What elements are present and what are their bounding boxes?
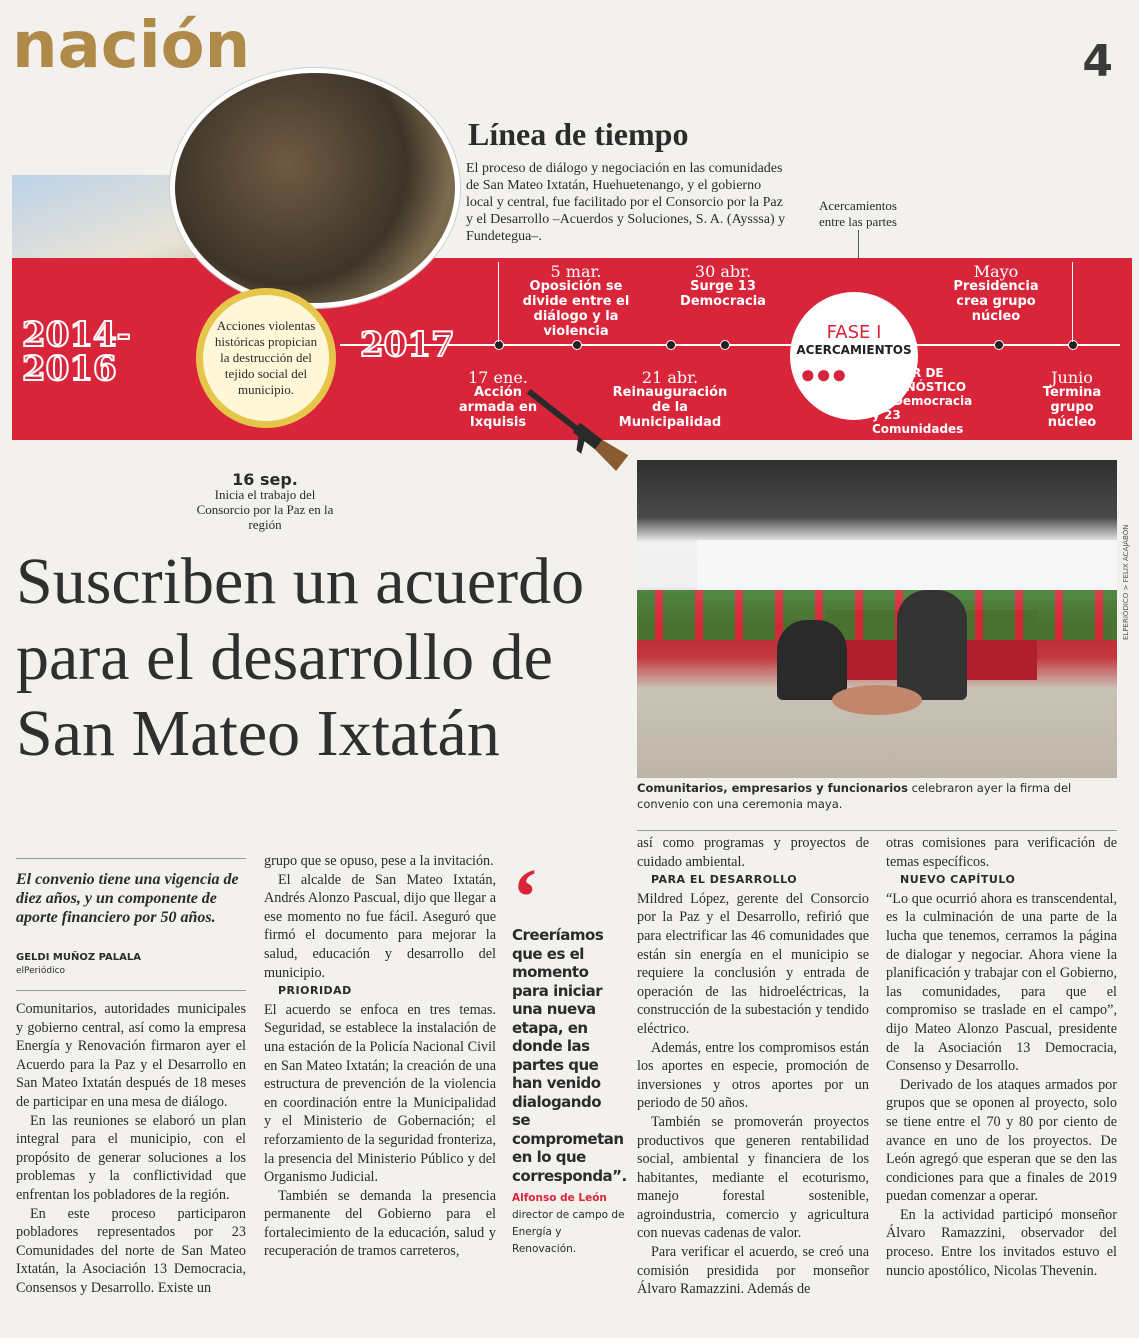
event-mayo [936,264,1056,324]
subhead-capitulo: NUEVO CAPÍTULO [900,873,1016,887]
quote-author: Alfonso de León [512,1192,607,1204]
caption-bold: Comunitarios, empresarios y funcionarios [637,781,908,795]
column-4 [886,834,1117,1280]
people-icon: ●●● [800,360,848,389]
timeline-dot [994,340,1004,350]
year-range-end: 2016 [22,349,117,389]
column-3 [637,834,869,1299]
photo-flowers [637,590,1117,640]
headline: Suscriben un acuerdo para el desarrollo de San Mateo Ixtatán [16,545,585,770]
event-date: Mayo [973,262,1019,281]
timeline-dot [1068,340,1078,350]
timeline-dot [572,340,582,350]
photo-offering [832,685,922,715]
column-2 [264,852,496,1261]
event-text: Oposición se divide entre el diálogo y la violencia [522,279,630,339]
event-date: Junio [1051,368,1093,387]
timeline-dot [720,340,730,350]
ruins-photo [170,68,460,308]
event-text: Inicia el trabajo del Consorcio por la Paz en la región [196,487,334,532]
event-date: 21 abr. [641,368,699,387]
event-junio [1024,370,1120,430]
section-title: nación [12,9,251,83]
paragraph: El acuerdo se enfoca en tres temas. Seguridad, se establece la instalación de una estación de la Policía Nacional Civil en San Mateo Ixtatán; la creación de una estructura de prevención de la violencia en coordinación entre la Municipalidad y el Ministerio de Gobernación; el reforzamiento de la seguridad fronteriza, la presencia del Ministerio Público y del Organismo Judicial. [264,1001,496,1186]
photo-person [897,590,967,700]
event-date: 30 abr. [694,262,752,281]
paragraph: otras comisiones para verificación de temas específicos. [886,835,1117,870]
paragraph: Además, entre los compromisos están los aportes en especie, promoción de inversiones y otros aportes por un periodo de 50 años. [637,1039,869,1112]
event-text: Surge 13 Democracia [680,279,766,309]
event-text: Termina grupo núcleo [1042,385,1102,430]
event-date: 5 mar. [550,262,602,281]
fase-label: FASE I [826,322,882,343]
page-number: 4 [1082,36,1113,87]
photo-caption [637,780,1117,812]
event-21-abr [610,370,730,430]
paragraph: En este proceso participaron pobladores representados por 23 Comunidades del norte de San Mateo Ixtatán, la Asociación 13 Democracia, Consensos y Desarrollo. Existe un [16,1205,246,1296]
pull-quote: Creeríamos que es el momento para iniciar una nueva etapa, en donde las partes que han venido dialogando se comprometan en lo que corresponda”. [512,926,627,1185]
event-30-abr [668,264,778,309]
paragraph: También se promoverán proyectos productivos que generen rentabilidad social, ambiental y financiera de los habitantes, mediante el ecoturismo, manejo forestal sostenible, agroindustria, comercio y agricultura con nuevas cadenas de valor. [637,1113,869,1242]
paragraph: Comunitarios, autoridades municipales y gobierno central, así como la empresa Energía y Renovación firmaron ayer el Acuerdo para la Paz y el Desarrollo en San Mateo Ixtatán después de 18 meses de participar en una mesa de diálogo. [16,1001,246,1110]
timeline-description: El proceso de diálogo y negociación en las comunidades de San Mateo Ixtatán, Huehuetenango, y el gobierno local y central, fue facilitado por el Consorcio por la Paz y el Desarrollo –Acuerdos y Soluciones, S. A. (Aysssa) y Fundetegua–. [466,161,786,244]
subhead-prioridad: PRIORIDAD [278,984,352,998]
event-16-sep [190,472,340,532]
taller-diagnostico: TALLER DE DIAGNÓSTICO 13 Democracia y 23 Comunidades [872,366,973,436]
historic-violence-circle [196,288,336,428]
paragraph: Derivado de los ataques armados por grupos que se oponen al proyecto, solo se tiene entre el 70 y 80 por ciento de avance en uno de los proyectos. De León agregó que esperan que se den las condiciones para que a finales de 2019 puedan comenzar a operar. [886,1076,1117,1205]
paragraph: “Lo que ocurrió ahora es transcendental, es la culminación de una parte de la lucha que tenemos, cerramos la página de dialogar y negociar. Ahora viene la planificación y trabajar con el Gobierno, las comunidades, para que el compromiso se traslade en el campo”, dijo Mateo Alonzo Pascual, presidente de la Asociación 13 Democracia, Consenso y Desarrollo. [886,890,1117,1075]
paragraph: En la actividad participó monseñor Álvaro Ramazzini, observador del proceso. Entre los invitados estuvo el nuncio apostólico, Nicolas Thevenin. [886,1206,1117,1279]
divider [16,990,246,991]
quote-attribution [512,1190,627,1258]
event-date: 16 sep. [232,470,298,489]
years-2014-2016 [22,315,131,389]
lede: El convenio tiene una vigencia de diez años, y un componente de aporte financiero por 50 años. [16,871,239,926]
year-2017: 2017 [360,325,455,365]
paragraph: En las reuniones se elaboró un plan integral para el municipio, con el propósito de generar soluciones a los problemas y la conflictividad que enfrentan los pobladores de la región. [16,1112,246,1203]
event-text: Acción armada en Ixquisis [458,385,538,430]
paragraph: Mildred López, gerente del Consorcio por la Paz y el Desarrollo, refirió que para electrificar las 46 comunidades que están sin energía en el municipio se requiere la conclusión y entrada de operación de las hidroeléctricas, la construcción de la subestación y tendido eléctrico. [637,890,869,1037]
column-1 [16,1000,246,1298]
timeline-title: Línea de tiempo [468,116,689,152]
tick [858,230,859,260]
divider [16,858,246,859]
byline-source: elPeriódico [16,966,66,976]
event-text: Reinauguración de la Municipalidad [612,385,728,430]
photo-person [777,620,847,700]
fase-sub: ACERCAMIENTOS [796,343,912,357]
historic-violence-text: Acciones violentas históricas propician la destrucción del tejido social del municipio. [214,318,318,397]
paragraph: grupo que se opuso, pese a la invitación. [264,853,494,869]
event-text: Presidencia crea grupo núcleo [953,279,1039,324]
event-5-mar [506,264,646,339]
tick [1072,262,1073,342]
quote-mark-icon: ‘ [512,854,539,942]
timeline-dot [494,340,504,350]
subhead-desarrollo: PARA EL DESARROLLO [651,873,798,887]
paragraph: así como programas y proyectos de cuidado ambiental. [637,835,869,870]
year-range-start: 2014- [22,315,131,355]
paragraph: Para verificar el acuerdo, se creó una comisión presidida por monseñor Álvaro Ramazzini. Además de [637,1244,869,1298]
event-date: 17 ene. [468,368,528,387]
paragraph: El alcalde de San Mateo Ixtatán, Andrés Alonzo Pascual, dijo que llegar a ese momento no fue fácil. Aseguró que firmó el documento para mejorar la salud, educación y desarrollo del municipio. [264,871,496,981]
byline: GELDI MUÑOZ PALALA [16,952,141,963]
tick [498,262,499,342]
paragraph: También se demanda la presencia permanente del Gobierno para el fortalecimiento de la educación, salud y recuperación de tramos carreteros, [264,1187,496,1260]
timeline-dot [666,340,676,350]
caption-text: celebraron ayer la firma del convenio con una ceremonia maya. [637,781,1072,811]
ceremony-photo [637,460,1117,778]
divider [637,830,1117,831]
timeline-top-label: Acercamientos entre las partes [819,198,897,229]
photo-credit: ELPERIÓDICO > FELIX ACAJABÓN [1122,524,1130,640]
quote-role: director de campo de Energía y Renovación. [512,1209,625,1255]
